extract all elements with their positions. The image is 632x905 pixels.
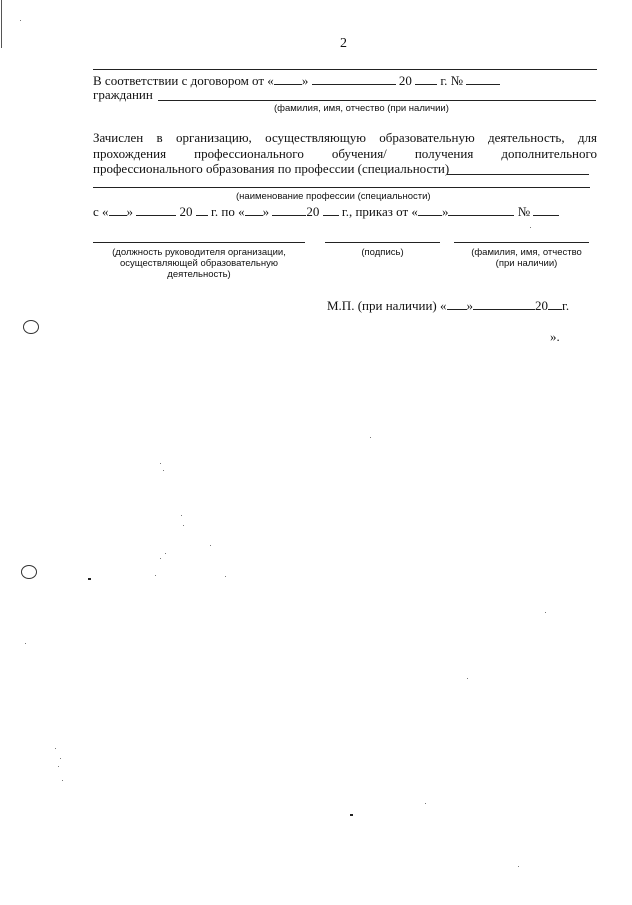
period-from-close-quote: » xyxy=(126,204,134,219)
stamp-year-suffix: г. xyxy=(562,298,570,313)
period-to: г. по « xyxy=(211,204,245,219)
name-caption xyxy=(454,247,599,269)
scan-speck xyxy=(518,866,519,867)
name-field[interactable] xyxy=(454,242,589,243)
scan-speck xyxy=(88,578,91,580)
order-number-field[interactable] xyxy=(533,203,559,216)
position-caption xyxy=(93,247,305,280)
period-year2-field[interactable] xyxy=(323,203,339,216)
period-to-month-field[interactable] xyxy=(272,203,306,216)
punch-hole-bottom xyxy=(21,565,37,579)
stamp-year: 20 xyxy=(535,298,549,313)
signature-caption: (подпись) xyxy=(361,247,404,258)
citizen-label: гражданин xyxy=(93,87,153,102)
citizen-caption: (фамилия, имя, отчество (при наличии) xyxy=(274,103,449,114)
scan-speck xyxy=(467,678,468,679)
contract-year-suffix: г. № xyxy=(440,73,464,88)
name-caption-line-1: (фамилия, имя, отчество xyxy=(471,247,582,258)
position-caption-line-2: осуществляющей образовательную xyxy=(119,258,279,269)
position-field[interactable] xyxy=(93,242,305,243)
scan-speck xyxy=(55,748,56,749)
scan-speck xyxy=(20,20,21,21)
scan-speck xyxy=(545,612,546,613)
order-close-quote: » xyxy=(441,204,449,219)
position-caption-line-1: (должность руководителя организации, xyxy=(112,247,286,258)
profession-field-continued[interactable] xyxy=(93,187,590,188)
scan-speck xyxy=(425,803,426,804)
closing-mark: ». xyxy=(550,329,560,344)
order-number-label: № xyxy=(517,204,531,219)
stamp-month-field[interactable] xyxy=(473,297,535,310)
scan-speck xyxy=(163,470,164,471)
contract-day-field[interactable] xyxy=(274,72,302,85)
name-caption-line-2: (при наличии) xyxy=(495,258,558,269)
signature-field[interactable] xyxy=(325,242,440,243)
scan-speck xyxy=(183,525,184,526)
order-month-field[interactable] xyxy=(448,203,514,216)
period-to-day-field[interactable] xyxy=(245,203,263,216)
scan-speck xyxy=(530,227,531,228)
enrolled-line-2: прохождения профессионального обучения/ получения дополнительного xyxy=(93,146,597,161)
contract-year-field[interactable] xyxy=(415,72,437,85)
period-year2: 20 xyxy=(306,204,320,219)
scan-speck xyxy=(25,643,26,644)
scan-edge-mark xyxy=(1,0,2,48)
profession-field[interactable] xyxy=(447,174,589,175)
period-year1: 20 xyxy=(179,204,193,219)
stamp-label: М.П. (при наличии) « xyxy=(327,298,447,313)
stamp-close-quote: » xyxy=(466,298,474,313)
top-rule xyxy=(93,69,597,70)
contract-month-field[interactable] xyxy=(312,72,396,85)
punch-hole-top xyxy=(23,320,39,334)
period-year1-field[interactable] xyxy=(196,203,208,216)
scan-speck xyxy=(370,437,371,438)
period-from-day-field[interactable] xyxy=(109,203,127,216)
scan-speck xyxy=(181,515,182,516)
scan-speck xyxy=(210,545,211,546)
contract-close-quote: » xyxy=(301,73,309,88)
period-to-close-quote: » xyxy=(262,204,270,219)
period-from: с « xyxy=(93,204,109,219)
enrolled-line-3: профессионального образования по профессии (специальности) xyxy=(93,161,450,176)
order-day-field[interactable] xyxy=(418,203,442,216)
scan-speck xyxy=(165,553,166,554)
position-caption-line-3: деятельность) xyxy=(167,269,231,280)
profession-caption: (наименование профессии (специальности) xyxy=(236,191,431,202)
order-label: г., приказ от « xyxy=(341,204,418,219)
scan-speck xyxy=(58,766,59,767)
scan-speck xyxy=(155,575,156,576)
scan-speck xyxy=(60,758,61,759)
scan-speck xyxy=(225,576,226,577)
scan-speck xyxy=(350,814,353,816)
period-line xyxy=(93,203,559,219)
scan-speck xyxy=(160,463,161,464)
scan-speck xyxy=(160,558,161,559)
stamp-year-field[interactable] xyxy=(548,297,562,310)
contract-number-field[interactable] xyxy=(466,72,500,85)
contract-line xyxy=(93,72,500,88)
stamp-day-field[interactable] xyxy=(447,297,467,310)
page-number: 2 xyxy=(340,36,347,51)
citizen-name-field[interactable] xyxy=(158,100,596,101)
enrolled-line-1: Зачислен в организацию, осуществляющую образовательную деятельность, для xyxy=(93,130,597,145)
stamp-line xyxy=(327,297,569,313)
period-from-month-field[interactable] xyxy=(136,203,176,216)
scan-speck xyxy=(62,780,63,781)
contract-year-prefix: 20 xyxy=(398,73,412,88)
contract-prefix: В соответствии с договором от « xyxy=(93,73,274,88)
